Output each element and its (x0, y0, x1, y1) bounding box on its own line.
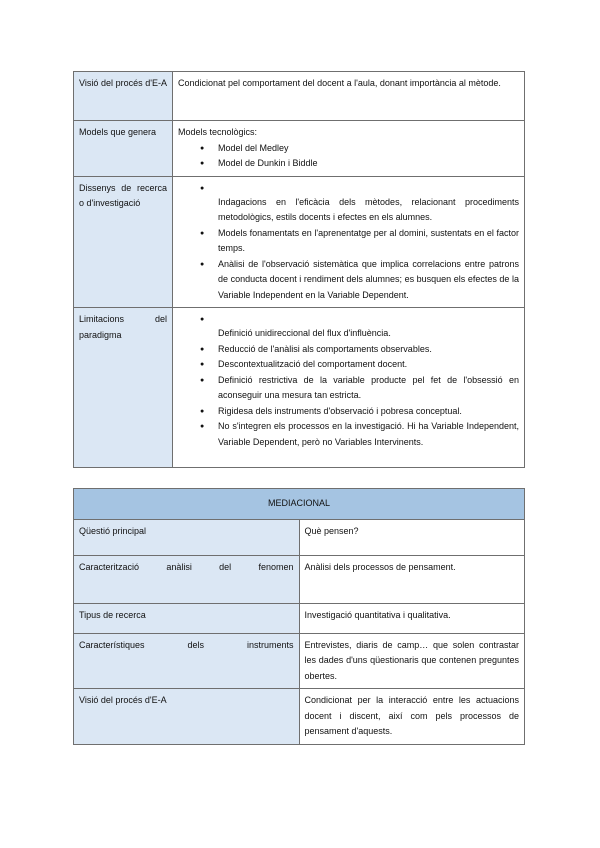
table-header: MEDIACIONAL (74, 489, 525, 520)
row-label: Tipus de recerca (74, 603, 300, 633)
list-item: ● Rigidesa dels instruments d'observació i pobresa conceptual. (178, 404, 519, 420)
list-item: ● Definició restrictiva de la variable producte pel fet de l'obsessió en aconseguir una mesura tan estricta. (178, 373, 519, 404)
list-item-empty (178, 312, 519, 326)
row-label: Caracterització anàlisi del fenomen (74, 555, 300, 603)
row-value (173, 121, 525, 177)
list-item: ● Model de Dunkin i Biddle (178, 156, 519, 172)
row-value: Investigació quantitativa i qualitativa. (299, 603, 525, 633)
table-row (74, 121, 525, 177)
row-value: Anàlisi dels processos de pensament. (299, 555, 525, 603)
table-row (74, 72, 525, 121)
table-header-row (74, 489, 525, 520)
list-item-empty (178, 181, 519, 195)
table-row (74, 633, 525, 689)
row-value (173, 176, 525, 308)
table-row (74, 603, 525, 633)
mediacional-table (73, 488, 525, 745)
list-item-text: Definició unidireccional del flux d'influència. (218, 328, 391, 338)
row-label: Visió del procés d'E-A (74, 72, 173, 121)
table-row (74, 689, 525, 745)
row-label: Qüestió principal (74, 519, 300, 555)
table-row (74, 555, 525, 603)
paradigm-table-1 (73, 71, 525, 468)
row-value: Condicionat pel comportament del docent a l'aula, donant importància al mètode. (173, 72, 525, 121)
row-label: Models que genera (74, 121, 173, 177)
models-intro: Models tecnològics: (178, 127, 258, 137)
row-label: Limitacions del paradigma (74, 308, 173, 468)
row-label: Visió del procés d'E-A (74, 689, 300, 745)
designs-list (178, 181, 519, 195)
list-item: ● Anàlisi de l'observació sistemàtica que implica correlacions entre patrons de conducta docent i rendiment dels alumnes; es busquen els efectes de la Variable Independent en la Variable Dependent. (178, 257, 519, 304)
list-item: ● Reducció de l'anàlisi als comportaments observables. (178, 342, 519, 358)
row-label: Característiques dels instruments (74, 633, 300, 689)
list-item-text: Indagacions en l'eficàcia dels mètodes, relacionant procediments metodològics, estils docents i efectes en els alumnes. (218, 196, 519, 222)
row-value (173, 308, 525, 468)
row-value: Entrevistes, diaris de camp… que solen contrastar les dades d'uns qüestionaris que contenen preguntes obertes. (299, 633, 525, 689)
table-row (74, 176, 525, 308)
list-item: ● Model del Medley (178, 141, 519, 157)
limitations-list-cont (178, 342, 519, 451)
table-row (74, 519, 525, 555)
limitations-list (178, 312, 519, 326)
designs-list-cont (178, 226, 519, 304)
row-value: Què pensen? (299, 519, 525, 555)
models-list (178, 141, 519, 172)
table-row (74, 308, 525, 468)
row-label: Dissenys de recerca o d'investigació (74, 176, 173, 308)
row-value: Condicionat per la interacció entre les actuacions docent i discent, així com pels processos de pensament d'aquests. (299, 689, 525, 745)
list-item: ● Descontextualització del comportament docent. (178, 357, 519, 373)
list-item: ● Models fonamentats en l'aprenentatge per al domini, sustentats en el factor temps. (178, 226, 519, 257)
list-item: ● No s'integren els processos en la investigació. Hi ha Variable Independent, Variable Dependent, però no Variables Intervinents. (178, 419, 519, 450)
